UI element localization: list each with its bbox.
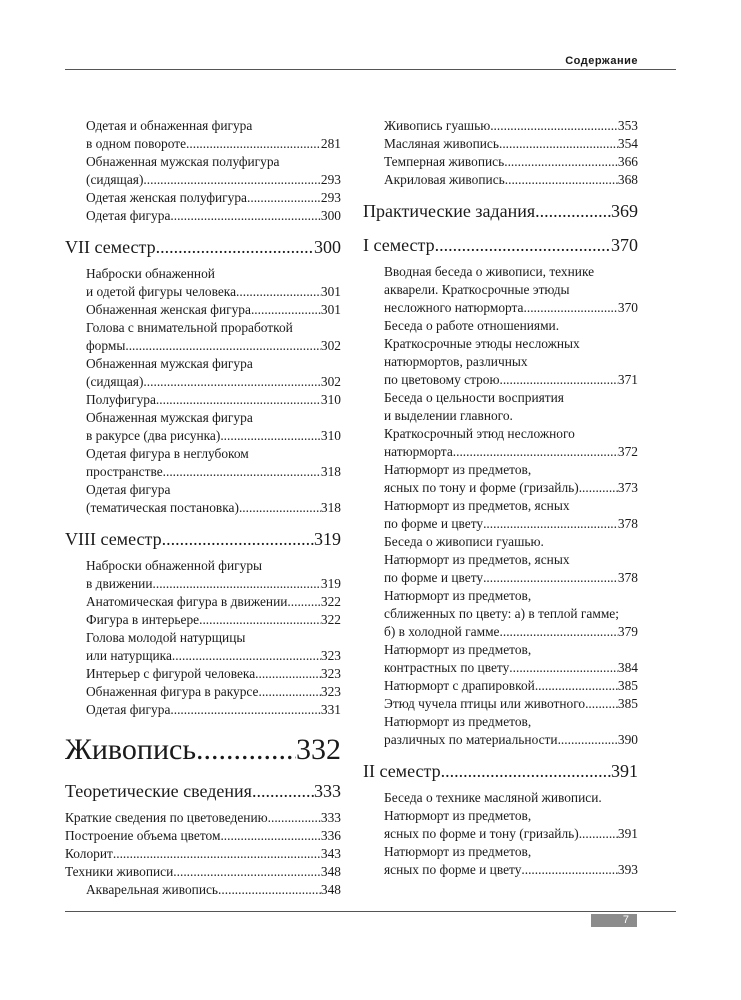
toc-dot-leader: [172, 647, 321, 665]
toc-page-number: 322: [320, 612, 341, 627]
toc-entry-title-line: Этюд чучела птицы или животного: [384, 696, 586, 711]
toc-entry-title-line: натюрмортов, различных: [384, 354, 528, 369]
toc-entry-title-line: (тематическая постановка): [86, 500, 239, 515]
toc-dot-leader: [251, 301, 321, 319]
toc-page-number: 333: [314, 781, 341, 801]
toc-entry-title-line: Обнаженная женская фигура: [86, 302, 251, 317]
toc-dot-leader: [453, 443, 618, 461]
toc-page-number: 300: [320, 208, 341, 223]
toc-page-number: 293: [320, 172, 341, 187]
toc-section-heading[interactable]: [65, 527, 341, 551]
toc-entry-title-line: в движении: [86, 576, 153, 591]
toc-page-number: 323: [320, 648, 341, 663]
toc-entry[interactable]: [65, 319, 341, 355]
toc-entry-title-line: или натурщика: [86, 648, 172, 663]
toc-dot-leader: [535, 199, 611, 223]
toc-page-number: 310: [320, 392, 341, 407]
toc-dot-leader: [524, 299, 618, 317]
toc-entry-title-line: Колорит: [65, 846, 113, 861]
toc-page-number: 300: [314, 237, 341, 257]
toc-column-left: [65, 117, 341, 899]
toc-entry-title-line: в одном повороте: [86, 136, 187, 151]
toc-entry[interactable]: [363, 117, 638, 135]
toc-entry-title-line: Одетая фигура: [86, 482, 171, 497]
toc-page-number: 281: [320, 136, 341, 151]
toc-entry[interactable]: [363, 135, 638, 153]
toc-entry-title-line: (сидящая): [86, 172, 144, 187]
toc-entry-title-line: Акриловая живопись: [384, 172, 505, 187]
running-header-title: Содержание: [565, 55, 638, 67]
toc-entry-title-line: Беседа о технике масляной живописи.: [384, 790, 602, 805]
toc-entry-title-line: Живопись: [65, 733, 197, 766]
toc-page-number: 378: [617, 516, 638, 531]
toc-page-number: 302: [320, 338, 341, 353]
toc-dot-leader: [287, 593, 321, 611]
toc-dot-leader: [579, 479, 618, 497]
toc-page-number: 333: [320, 810, 341, 825]
toc-dot-leader: [220, 427, 321, 445]
toc-entry-title-line: Темперная живопись: [384, 154, 505, 169]
footer-rule: [65, 911, 676, 912]
toc-page-number: 385: [617, 678, 638, 693]
toc-page-number: 318: [320, 500, 341, 515]
toc-entry[interactable]: [65, 445, 341, 481]
toc-entry-title-line: Обнаженная мужская полуфигура: [86, 154, 280, 169]
toc-entry-title-line: натюрморта: [384, 444, 453, 459]
toc-entry-title-line: Обнаженная фигура в ракурсе: [86, 684, 259, 699]
toc-entry[interactable]: [363, 713, 638, 749]
toc-entry[interactable]: [65, 481, 341, 517]
toc-entry-title-line: Одетая фигура: [86, 702, 171, 717]
toc-entry-title-line: Натюрморт из предметов,: [384, 642, 532, 657]
toc-dot-leader: [500, 623, 618, 641]
toc-chapter-heading[interactable]: [65, 731, 341, 769]
toc-entry[interactable]: [65, 683, 341, 701]
toc-entry-title-line: пространстве: [86, 464, 163, 479]
toc-entry-title-line: Натюрморт из предметов,: [384, 714, 532, 729]
toc-dot-leader: [199, 611, 321, 629]
toc-entry-title-line: формы: [86, 338, 126, 353]
toc-dot-leader: [505, 171, 618, 189]
toc-entry-title-line: Натюрморт с драпировкой: [384, 678, 535, 693]
toc-page-number: 378: [617, 570, 638, 585]
toc-page-number: 323: [320, 684, 341, 699]
toc-entry-title-line: Одетая фигура в неглубоком: [86, 446, 249, 461]
toc-entry-title-line: Акварельная живопись: [86, 882, 219, 897]
toc-entry[interactable]: [65, 845, 341, 863]
toc-section-heading[interactable]: [65, 235, 341, 259]
toc-entry-title-line: Беседа о цельности восприятия: [384, 390, 564, 405]
toc-dot-leader: [258, 683, 320, 701]
toc-page-number: 293: [320, 190, 341, 205]
toc-entry[interactable]: [65, 117, 341, 153]
toc-page-number: 369: [611, 201, 638, 221]
toc-entry-title-line: VIII семестр: [65, 529, 162, 549]
toc-dot-leader: [220, 827, 320, 845]
toc-entry[interactable]: [363, 389, 638, 461]
header-rule: [65, 69, 676, 70]
toc-page-number: 319: [320, 576, 341, 591]
toc-entry-title-line: Живопись гуашью: [384, 118, 491, 133]
toc-entry[interactable]: [363, 533, 638, 587]
toc-entry[interactable]: [65, 391, 341, 409]
toc-dot-leader: [579, 825, 618, 843]
toc-column-right: [363, 117, 638, 879]
toc-entry[interactable]: [363, 317, 638, 389]
toc-entry-title-line: Краткосрочный этюд несложного: [384, 426, 575, 441]
toc-dot-leader: [247, 189, 321, 207]
toc-dot-leader: [153, 575, 321, 593]
toc-entry-title-line: Вводная беседа о живописи, технике: [384, 264, 595, 279]
toc-dot-leader: [558, 731, 618, 749]
toc-entry-title-line: Натюрморт из предметов,: [384, 462, 532, 477]
toc-entry-title-line: по цветовому строю: [384, 372, 500, 387]
toc-entry-title-line: контрастных по цвету: [384, 660, 510, 675]
toc-entry-title-line: Анатомическая фигура в движении: [86, 594, 288, 609]
toc-page-number: 331: [320, 702, 341, 717]
toc-entry[interactable]: [363, 171, 638, 189]
toc-entry-title-line: Натюрморт из предметов,: [384, 588, 532, 603]
toc-entry-title-line: Голова с внимательной проработкой: [86, 320, 293, 335]
toc-entry-title-line: Практические задания: [363, 201, 536, 221]
toc-entry-title-line: ясных по тону и форме (гризайль): [384, 480, 579, 495]
toc-entry-title-line: Голова молодой натурщицы: [86, 630, 246, 645]
toc-entry-title-line: Обнаженная мужская фигура: [86, 410, 253, 425]
toc-dot-leader: [483, 569, 618, 587]
toc-entry-title-line: и одетой фигуры человека: [86, 284, 237, 299]
page-number: 7: [591, 914, 637, 927]
toc-entry[interactable]: [65, 301, 341, 319]
toc-page-number: 384: [617, 660, 638, 675]
toc-page-number: 371: [617, 372, 638, 387]
toc-entry[interactable]: [65, 189, 341, 207]
toc-page-number: 372: [617, 444, 638, 459]
toc-page-number: 391: [611, 761, 638, 781]
toc-section-heading[interactable]: [363, 199, 638, 223]
toc-entry[interactable]: [363, 843, 638, 879]
toc-entry-title-line: Натюрморт из предметов,: [384, 808, 532, 823]
toc-entry-title-line: Полуфигура: [86, 392, 156, 407]
toc-dot-leader: [143, 171, 320, 189]
toc-page-number: 302: [320, 374, 341, 389]
toc-dot-leader: [170, 207, 321, 225]
toc-entry[interactable]: [65, 629, 341, 665]
toc-entry-title-line: Наброски обнаженной: [86, 266, 215, 281]
toc-entry[interactable]: [363, 153, 638, 171]
toc-entry[interactable]: [65, 881, 341, 899]
toc-entry-title-line: Фигура в интерьере: [86, 612, 200, 627]
toc-entry[interactable]: [363, 461, 638, 497]
toc-dot-leader: [196, 731, 296, 769]
toc-dot-leader: [585, 695, 618, 713]
toc-section-heading[interactable]: [65, 779, 341, 803]
toc-dot-leader: [499, 135, 618, 153]
toc-page-number: 323: [320, 666, 341, 681]
toc-page-number: 332: [296, 733, 341, 766]
toc-page-number: 385: [617, 696, 638, 711]
toc-entry[interactable]: [363, 677, 638, 695]
toc-page-number: 370: [611, 235, 638, 255]
toc-entry[interactable]: [363, 263, 638, 317]
toc-dot-leader: [239, 499, 321, 517]
toc-entry-title-line: Построение объема цветом: [65, 828, 221, 843]
toc-page-number: 343: [320, 846, 341, 861]
toc-page-number: 310: [320, 428, 341, 443]
toc-page-number: 391: [617, 826, 638, 841]
toc-dot-leader: [125, 337, 321, 355]
toc-dot-leader: [483, 515, 618, 533]
toc-dot-leader: [170, 701, 321, 719]
toc-dot-leader: [186, 135, 321, 153]
toc-entry-title-line: VII семестр: [65, 237, 156, 257]
toc-entry-title-line: Наброски обнаженной фигуры: [86, 558, 263, 573]
toc-dot-leader: [441, 759, 611, 783]
toc-dot-leader: [163, 463, 321, 481]
toc-page-number: 318: [320, 464, 341, 479]
toc-section-heading[interactable]: [363, 759, 638, 783]
toc-entry-title-line: ясных по форме и цвету: [384, 862, 522, 877]
toc-entry[interactable]: [65, 409, 341, 445]
toc-dot-leader: [252, 779, 314, 803]
toc-entry-title-line: Беседа о живописи гуашью.: [384, 534, 544, 549]
toc-page-number: 301: [320, 284, 341, 299]
toc-page-number: 322: [320, 594, 341, 609]
toc-dot-leader: [255, 665, 321, 683]
toc-entry-title-line: Беседа о работе отношениями.: [384, 318, 560, 333]
toc-dot-leader: [504, 153, 618, 171]
toc-entry-title-line: Обнаженная мужская фигура: [86, 356, 253, 371]
toc-entry-title-line: Краткосрочные этюды несложных: [384, 336, 580, 351]
toc-entry[interactable]: [65, 207, 341, 225]
toc-dot-leader: [435, 233, 611, 257]
toc-dot-leader: [156, 235, 314, 259]
toc-dot-leader: [218, 881, 321, 899]
toc-entry[interactable]: [65, 265, 341, 301]
toc-page-number: 354: [617, 136, 638, 151]
toc-entry-title-line: Техники живописи: [65, 864, 174, 879]
toc-entry[interactable]: [65, 153, 341, 189]
toc-entry-title-line: различных по материальности: [384, 732, 558, 747]
toc-entry-title-line: акварели. Краткосрочные этюды: [384, 282, 570, 297]
toc-entry[interactable]: [65, 611, 341, 629]
toc-page-number: 379: [617, 624, 638, 639]
toc-entry-title-line: Натюрморт из предметов, ясных: [384, 498, 570, 513]
toc-entry-title-line: Одетая и обнаженная фигура: [86, 118, 253, 133]
toc-entry[interactable]: [65, 701, 341, 719]
toc-entry-title-line: Масляная живопись: [384, 136, 499, 151]
toc-entry-title-line: I семестр: [363, 235, 435, 255]
toc-dot-leader: [162, 527, 314, 551]
toc-dot-leader: [236, 283, 321, 301]
toc-page-number: 368: [617, 172, 638, 187]
toc-entry[interactable]: [65, 355, 341, 391]
toc-dot-leader: [143, 373, 320, 391]
toc-dot-leader: [156, 391, 321, 409]
toc-entry-title-line: сближенных по цвету: а) в теплой гамме;: [384, 606, 619, 621]
toc-dot-leader: [535, 677, 618, 695]
toc-entry[interactable]: [65, 665, 341, 683]
toc-page-number: 301: [320, 302, 341, 317]
toc-dot-leader: [173, 863, 321, 881]
toc-entry-title-line: Теоретические сведения: [65, 781, 252, 801]
toc-entry[interactable]: [65, 809, 341, 827]
toc-entry-title-line: Одетая фигура: [86, 208, 171, 223]
toc-dot-leader: [113, 845, 321, 863]
toc-dot-leader: [521, 861, 618, 879]
toc-dot-leader: [268, 809, 321, 827]
toc-page-number: 370: [617, 300, 638, 315]
toc-entry-title-line: по форме и цвету: [384, 570, 484, 585]
toc-dot-leader: [509, 659, 618, 677]
toc-dot-leader: [490, 117, 618, 135]
toc-page-number: 348: [320, 882, 341, 897]
toc-page-number: 348: [320, 864, 341, 879]
toc-entry-title-line: несложного натюрморта: [384, 300, 524, 315]
toc-entry[interactable]: [65, 827, 341, 845]
toc-entry[interactable]: [363, 789, 638, 843]
toc-entry[interactable]: [363, 587, 638, 641]
toc-entry[interactable]: [363, 695, 638, 713]
toc-entry[interactable]: [65, 593, 341, 611]
toc-entry-title-line: Натюрморт из предметов, ясных: [384, 552, 570, 567]
toc-entry-title-line: II семестр: [363, 761, 441, 781]
toc-entry[interactable]: [65, 557, 341, 593]
toc-entry-title-line: и выделении главного.: [384, 408, 513, 423]
toc-entry-title-line: по форме и цвету: [384, 516, 484, 531]
toc-page-number: 353: [617, 118, 638, 133]
toc-entry[interactable]: [65, 863, 341, 881]
toc-entry-title-line: Натюрморт из предметов,: [384, 844, 532, 859]
toc-dot-leader: [499, 371, 617, 389]
toc-entry[interactable]: [363, 641, 638, 677]
toc-entry-title-line: Одетая женская полуфигура: [86, 190, 247, 205]
toc-entry-title-line: ясных по форме и тону (гризайль): [384, 826, 579, 841]
toc-page-number: 390: [617, 732, 638, 747]
toc-entry-title-line: в ракурсе (два рисунка): [86, 428, 221, 443]
toc-entry-title-line: Интерьер с фигурой человека: [86, 666, 256, 681]
toc-page-number: 373: [617, 480, 638, 495]
toc-page-number: 336: [320, 828, 341, 843]
toc-page-number: 319: [314, 529, 341, 549]
toc-section-heading[interactable]: [363, 233, 638, 257]
toc-entry-title-line: (сидящая): [86, 374, 144, 389]
toc-entry[interactable]: [363, 497, 638, 533]
toc-entry-title-line: Краткие сведения по цветоведению: [65, 810, 268, 825]
toc-entry-title-line: б) в холодной гамме: [384, 624, 500, 639]
toc-page-number: 366: [617, 154, 638, 169]
toc-page-number: 393: [617, 862, 638, 877]
